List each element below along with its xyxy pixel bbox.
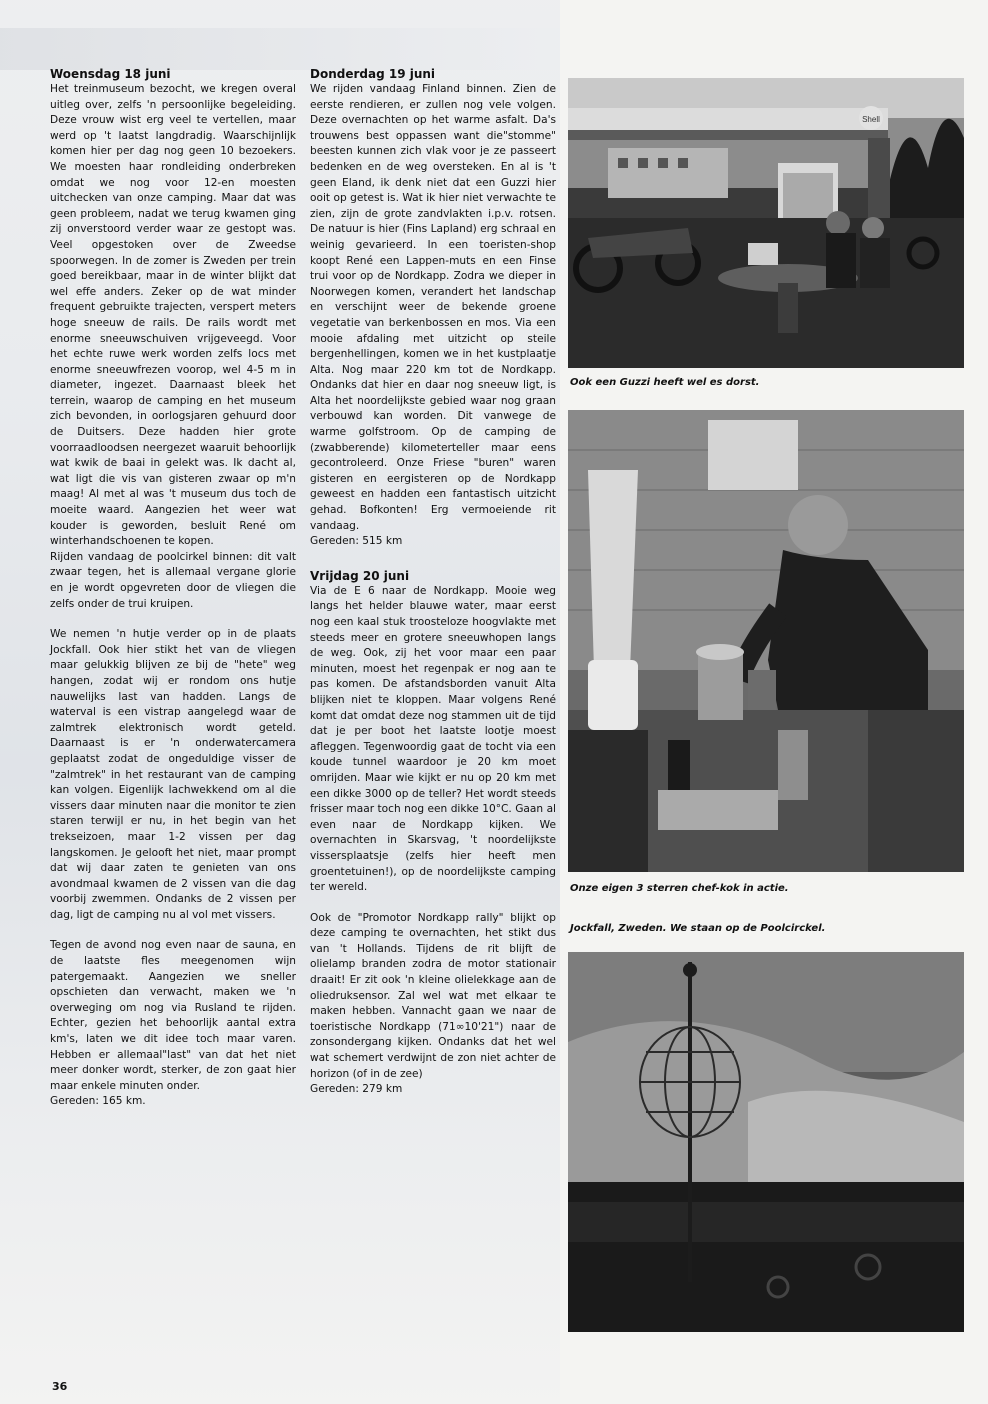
- cabin-cook-illustration: [568, 410, 964, 872]
- paragraph: Ook de "Promotor Nordkapp rally" blijkt op deze camping te overnachten, het stikt dus van 't Hollands. Tijdens de rit blijft de olielamp branden zodra de motor stationair draait! Er zit ook 'n kleine olielekkage aan de oliedruksensor. Zal wel wat met elkaar te maken hebben. Vannacht gaan we naar de toeristische Nordkapp (71∞10'21") naar de zonsondergang kijken. Ondanks dat het wel wat schemert verdwijnt de zon niet achter de horizon (of in de zee): [310, 911, 556, 1080]
- page-number: 36: [52, 1380, 68, 1393]
- photo-cabin-cook: [568, 410, 964, 872]
- distance-total: Gereden: 279 km: [310, 1083, 403, 1096]
- photo-gas-station: [568, 78, 964, 368]
- arctic-circle-illustration: [568, 952, 964, 1332]
- paragraph: Het treinmuseum bezocht, we kregen overal uitleg over, zelfs 'n persoonlijke begeleiding. Deze vrouw wist erg veel te vertellen, maar werd op 't laatst langdradig. Waarschijnlijk komen hier per dag nog geen 10 bezoekers. We moesten haar rondleiding onderbreken omdat we nog voor 12-en moesten uitchecken van onze camping. Maar dat was geen probleem, nadat we terug kwamen ging zij onverstoord verder waar ze gestopt was. Veel opgestoken over de Zweedse spoorwegen. In de zomer is Zweden per trein goed bereikbaar, maar in de winter blijkt dat wel effe anders. Zeker op de wat minder frequent gebruikte trajecten, verspert meters hoge sneeuw de rails. De rails wordt met enorme sneeuwschuiven vrijgeveegd. Voor het echte ruwe werk worden zelfs locs met enorme sneeuwfrezen voorop, wel 4-5 m in diameter, ingezet. Daarnaast bleek het terrein, waarop de camping en het museum zich bevonden, in oorlogsjaren gehuurd door de Duitsers. Deze hadden hier grote voorraadloodsen neergezet waaruit behoorlijk wat kwik de baai in gelekt was. Ik dacht al, wat ligt die vis van gisteren zwaar op m'n maag! Al met al was 't museum dus toch de moeite waard. Aangezien het weer wat kouder is geworden, besluit René om winterhandschoenen te kopen.: [50, 83, 296, 548]
- paragraph: We nemen 'n hutje verder op in de plaats Jockfall. Ook hier stikt het van de vliegen maar gelukkig blijven ze bij de "hete" weg hangen, zodat wij er rondom ons hutje nauwelijks last van hadden. Langs de waterval is een vistrap aangelegd waar de zalmtrek elektronisch wordt geteld. Daarnaast is er 'n onderwatercamera geplaatst zodat de ongeduldige visser de "zalmtrek" in het restaurant van de camping kan volgen. Eigenlijk lachwekkend om al die vissers daar minuten naar die monitor te zien staren terwijl er nu, in het begin van het trekseizoen, maar 1-2 vissen per dag langskomen. Je gelooft het niet, maar prompt dat wij daar zaten te genieten van ons avondmaal kwamen de 2 vissen van die dag voorbij zwemmen. Ondanks de 2 vissen per dag, ligt de camping nu al vol met vissers.: [50, 628, 296, 921]
- paragraph: Tegen de avond nog even naar de sauna, en de laatste fles meegenomen wijn patergemaakt. Aangezien we sneller opschieten dan verwacht, maken we 'n overweging om nog via Rusland te rijden. Echter, gezien het behoorlijk aantal extra km's, laten we dit idee toch maar varen. Hebben er allemaal"last" van dat het niet meer donker wordt, sterker, de zon gaat hier maar enkele minuten onder.: [50, 939, 296, 1092]
- distance-total: Gereden: 165 km.: [50, 1095, 146, 1108]
- paragraph: We rijden vandaag Finland binnen. Zien de eerste rendieren, er zullen nog vele volgen. Deze overnachten op het warme asfalt. Da's trouwens best oppassen want die"stomme" beesten kunnen zich vlak voor je ze passeert bedenken en de weg oversteken. En al is 't geen Eland, ik denk niet dat een Guzzi hier ooit op getest is. Wat ik hier niet verwachte te zien, zijn de grote zandvlakten i.p.v. rotsen. De natuur is hier (Fins Lapland) erg schraal en weinig gevarieerd. In een toeristen-shop koopt René een Lappen-muts en een Finse trui voor op de Nordkapp. Zodra we dieper in Noorwegen komen, verandert het landschap en verschijnt weer de bekende groene vegetatie van berkenbossen en mos. Via een mooie afdaling met uitzicht op steile bergenhellingen, komen we in het kustplaatje Alta. Nog maar 220 km tot de Nordkapp. Ondanks dat hier en daar nog sneeuw ligt, is Alta het noordelijkste gebied waar nog graan verbouwd kan worden. Dit vanwege de warme golfstroom. Op de camping de (zwabberende) kilometerteller maar eens gecontroleerd. Onze Friese "buren" waren gisteren en eergisteren op de Nordkapp geweest en hadden een fantastisch uitzicht gehad. Bofkonten! Erg vermoeiende rit vandaag.: [310, 83, 556, 532]
- heading-woensdag: Woensdag 18 juni: [50, 67, 171, 81]
- caption-photo3: Jockfall, Zweden. We staan op de Poolcirckel.: [570, 923, 826, 934]
- gas-station-illustration: [568, 78, 964, 368]
- heading-donderdag: Donderdag 19 juni: [310, 67, 436, 81]
- shell-sign: Shell: [862, 115, 880, 124]
- paragraph: Rijden vandaag de poolcirkel binnen: dit valt zwaar tegen, het is allemaal vergane glorie en je wordt opgevreten door de vliegen die zelfs onder de trui kruipen.: [50, 550, 296, 610]
- column-middle: [310, 66, 556, 1098]
- paragraph: Via de E 6 naar de Nordkapp. Mooie weg langs het helder blauwe water, maar eerst nog een kaal stuk troosteloze hoogvlakte met steeds meer en grotere sneeuwhopen langs de weg. Ook, zij het voor maar een paar minuten, moest het regenpak er nog aan te pas komen. De afstandsborden vanuit Alta blijken niet te kloppen. Maar volgens René komt dat omdat deze nog stammen uit de tijd dat je per boot het laatste lootje moest afleggen. Tegenwoordig gaat de tocht via een koude tunnel waardoor je 20 km moet omrijden. Maar wie kijkt er nu op 20 km met een dikke 3000 op de teller? Het wordt steeds frisser maar toch nog een dikke 10°C. Gaan al even naar de Nordkapp kijken. We overnachten in Skarsvag, 't noordelijkste vissersplaatsje (zelfs hier heeft men groentetuinen!), op de noordelijkste camping ter wereld.: [310, 584, 556, 894]
- column-left: [50, 66, 296, 1110]
- header-band: [0, 28, 560, 70]
- distance-total: Gereden: 515 km: [310, 535, 403, 548]
- heading-vrijdag: Vrijdag 20 juni: [310, 568, 410, 583]
- caption-photo1: Ook een Guzzi heeft wel es dorst.: [570, 377, 760, 388]
- caption-photo2: Onze eigen 3 sterren chef-kok in actie.: [570, 883, 789, 894]
- photo-arctic-circle: [568, 952, 964, 1332]
